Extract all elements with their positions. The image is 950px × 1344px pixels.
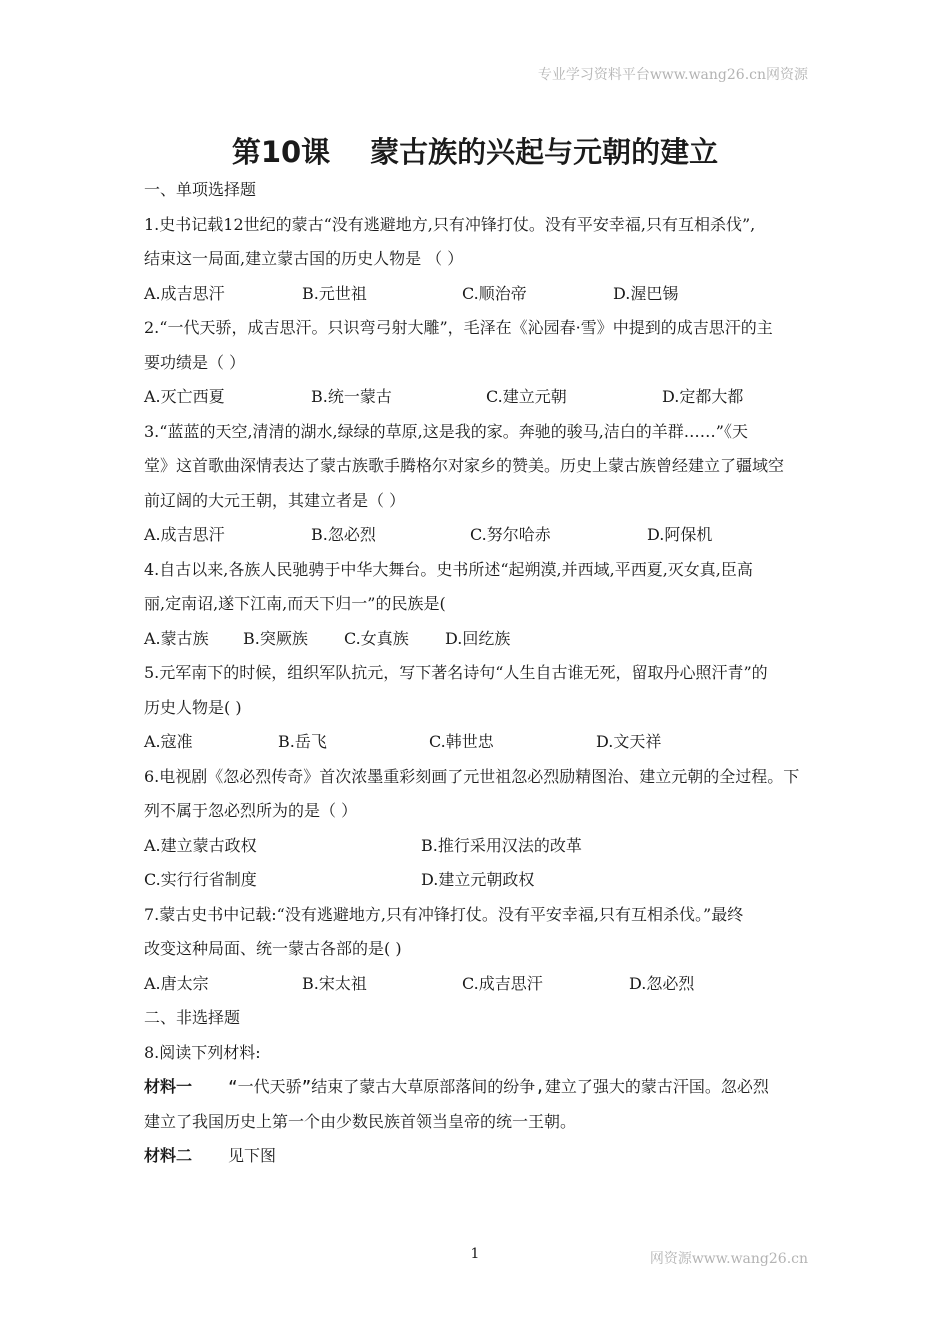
q5-line2: 历史人物是( )	[144, 697, 242, 717]
q2-option-d: D.定都大都	[662, 387, 744, 406]
q3-line3: 前辽阔的大元王朝，其建立者是（ ）	[144, 490, 406, 510]
q2-option-a: A.灭亡西夏	[144, 387, 225, 406]
material1-label: 材料一	[144, 1077, 193, 1096]
q3-option-a: A.成吉思汗	[144, 525, 225, 544]
page-title	[0, 130, 950, 171]
q6-option-c: C.实行行省制度	[144, 870, 257, 889]
q4-line1: 4.自古以来,各族人民驰骋于中华大舞台。史书所述“起朔漠,并西域,平西夏,灭女真,臣高	[144, 559, 753, 579]
q5-options	[144, 725, 808, 760]
section-heading: 二、非选择题	[144, 1008, 241, 1027]
q4-line2: 丽,定南诏,遂下江南,而天下归一”的民族是(	[144, 594, 446, 613]
q7-option-a: A.唐太宗	[144, 973, 209, 993]
q5-option-d: D.文天祥	[596, 732, 662, 751]
q1-option-c: C.顺治帝	[462, 283, 527, 303]
q3-option-b: B.忽必烈	[311, 525, 376, 544]
q8-intro: 8.阅读下列材料:	[144, 1042, 261, 1062]
q2-line1: 2.“一代天骄，成吉思汗。只识弯弓射大雕”，毛泽在《沁园春·雪》中提到的成吉思汗的主	[144, 318, 773, 337]
q7-options	[144, 967, 808, 1002]
header-watermark: 专业学习资料平台www.wang26.cn网资源	[537, 67, 808, 83]
q3-line2: 堂》这首歌曲深情表达了蒙古族歌手腾格尔对家乡的赞美。历史上蒙古族曾经建立了疆域空	[144, 456, 785, 475]
q5-option-b: B.岳飞	[278, 732, 327, 751]
lesson-number: 第10课	[231, 135, 331, 169]
q5-line1: 5.元军南下的时候，组织军队抗元，写下著名诗句“人生自古谁无死，留取丹心照汗青”的	[144, 663, 768, 682]
q1-line2: 结束这一局面,建立蒙古国的历史人物是 （ ）	[144, 249, 464, 268]
material2-label: 材料二	[144, 1146, 193, 1165]
q6-option-a: A.建立蒙古政权	[144, 835, 257, 855]
q6-options-row2	[144, 863, 808, 898]
q3-option-c: C.努尔哈赤	[470, 525, 551, 544]
worksheet-content	[144, 173, 808, 1174]
q3-line1: 3.“蓝蓝的天空,清清的湖水,绿绿的草原,这是我的家。奔驰的骏马,洁白的羊群……”《天	[144, 421, 748, 441]
material2-text: 见下图	[228, 1146, 277, 1165]
page-number: 1	[470, 1246, 480, 1262]
material1-text: “一代天骄”结束了蒙古大草原部落间的纷争,建立了强大的蒙古汗国。忽必烈	[228, 1077, 769, 1096]
material2	[144, 1139, 808, 1174]
q7-line2: 改变这种局面、统一蒙古各部的是( )	[144, 939, 402, 958]
q4-option-b: B.突厥族	[243, 628, 308, 648]
q1-option-b: B.元世祖	[302, 283, 367, 303]
lesson-topic: 蒙古族的兴起与元朝的建立	[370, 135, 719, 169]
section-heading: 一、单项选择题	[144, 180, 257, 199]
q7-option-b: B.宋太祖	[302, 973, 367, 993]
q1-option-a: A.成吉思汗	[144, 283, 225, 303]
material1-line2: 建立了我国历史上第一个由少数民族首领当皇帝的统一王朝。	[144, 1111, 577, 1131]
q7-option-d: D.忽必烈	[629, 973, 695, 993]
q4-option-d: D.回纥族	[445, 628, 511, 648]
q1-option-d: D.渥巴锡	[613, 283, 679, 303]
q6-option-b: B.推行采用汉法的改革	[421, 835, 582, 855]
q5-option-c: C.韩世忠	[429, 732, 494, 751]
q6-options-row1	[144, 829, 808, 864]
q4-options	[144, 622, 808, 657]
q5-option-a: A.寇准	[144, 732, 193, 751]
q2-line2: 要功绩是（ ）	[144, 352, 246, 372]
q4-option-c: C.女真族	[344, 628, 409, 648]
q1-options	[144, 277, 808, 312]
footer-watermark: 网资源www.wang26.cn	[649, 1251, 808, 1267]
q2-options	[144, 380, 808, 415]
q6-line1: 6.电视剧《忽必烈传奇》首次浓墨重彩刻画了元世祖忽必烈励精图治、建立元朝的全过程。下	[144, 766, 800, 786]
q4-option-a: A.蒙古族	[144, 628, 209, 648]
q6-line2: 列不属于忽必烈所为的是（ ）	[144, 801, 358, 820]
q6-option-d: D.建立元朝政权	[421, 870, 535, 889]
q1-line1: 1.史书记载12世纪的蒙古“没有逃避地方,只有冲锋打仗。没有平安幸福,只有互相杀伐”,	[144, 214, 756, 234]
q3-options	[144, 518, 808, 553]
material1	[144, 1070, 808, 1105]
q3-option-d: D.阿保机	[647, 525, 713, 544]
q2-option-c: C.建立元朝	[486, 387, 567, 406]
q7-line1: 7.蒙古史书中记载:“没有逃避地方,只有冲锋打仗。没有平安幸福,只有互相杀伐。”最终	[144, 904, 744, 924]
q7-option-c: C.成吉思汗	[462, 973, 543, 993]
q2-option-b: B.统一蒙古	[311, 387, 392, 406]
